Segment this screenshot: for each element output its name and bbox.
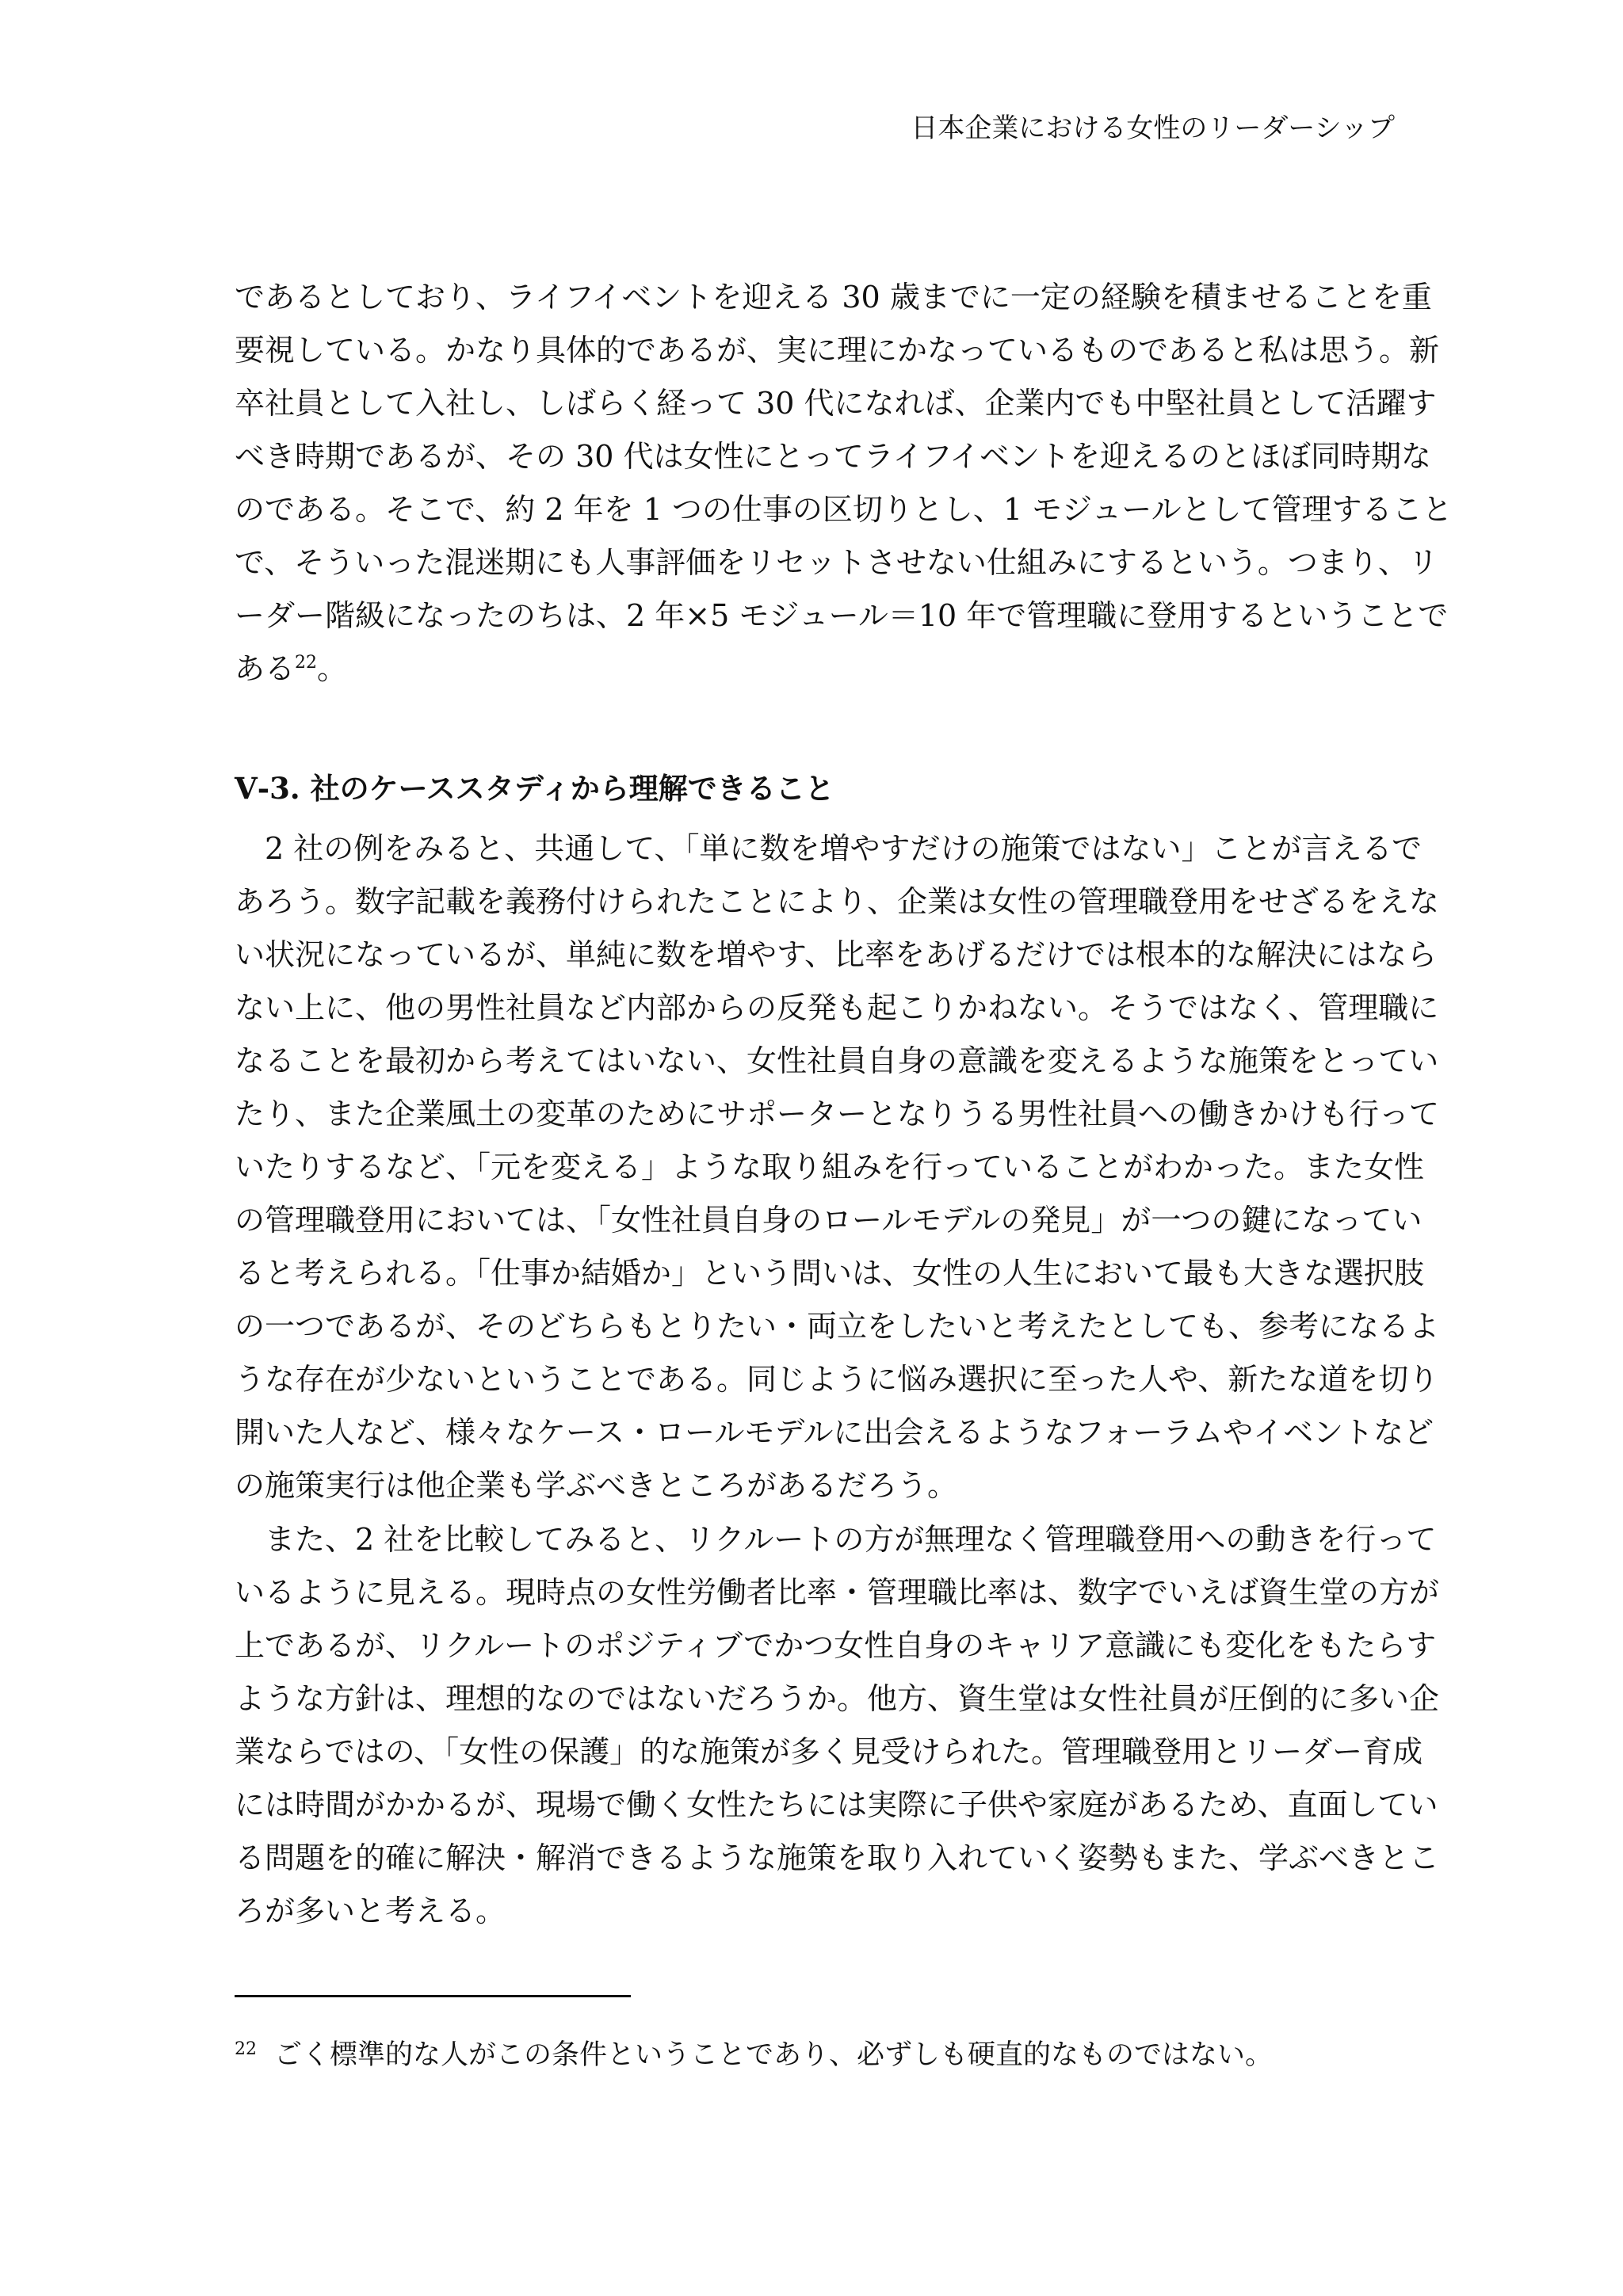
last-line-text: ある	[235, 651, 296, 686]
text-line-last	[235, 643, 1384, 696]
text-line: の施策実行は他企業も学ぶべきところがあるだろう。	[235, 1468, 958, 1503]
paragraph-2	[235, 822, 1440, 1512]
text-line: ーダー階級になったのちは、2 年×5 モジュール＝10 年で管理職に登用するということで	[235, 598, 1449, 633]
text-line: べき時期であるが、その 30 代は女性にとってライフイベントを迎えるのとほぼ同時期な	[235, 439, 1432, 474]
text-line: ると考えられる。「仕事か結婚か」という問いは、女性の人生において最も大きな選択肢	[235, 1256, 1425, 1291]
text-line: ない上に、他の男性社員など内部からの反発も起こりかねない。そうではなく、管理職に	[235, 990, 1439, 1025]
text-line: ような方針は、理想的なのではないだろうか。他方、資生堂は女性社員が圧倒的に多い企	[235, 1681, 1440, 1716]
section-heading: Ⅴ-3. 社のケーススタディから理解できること	[235, 771, 834, 806]
text-line: 業ならではの、「女性の保護」的な施策が多く見受けられた。管理職登用とリーダー育成	[235, 1734, 1423, 1769]
text-line: い状況になっているが、単純に数を増やす、比率をあげるだけでは根本的な解決にはなら	[235, 937, 1437, 972]
text-line: いるように見える。現時点の女性労働者比率・管理職比率は、数字でいえば資生堂の方が	[235, 1575, 1440, 1610]
text-line: には時間がかかるが、現場で働く女性たちには実際に子供や家庭があるため、直面してい	[235, 1787, 1438, 1822]
running-header: 日本企業における女性のリーダーシップ	[911, 113, 1395, 144]
text-line: うな存在が少ないということである。同じように悩み選択に至った人や、新たな道を切り	[235, 1362, 1439, 1397]
paragraph-3	[235, 1513, 1440, 1938]
text-line: であるとしており、ライフイベントを迎える 30 歳までに一定の経験を積ませることを重	[235, 280, 1432, 315]
text-line: なることを最初から考えてはいない、女性社員自身の意識を変えるような施策をとってい	[235, 1043, 1439, 1078]
footnote-text: ごく標準的な人がこの条件ということであり、必ずしも硬直的なものではない。	[274, 2039, 1274, 2071]
text-line: 上であるが、リクルートのポジティブでかつ女性自身のキャリア意識にも変化をもたらす	[235, 1628, 1437, 1663]
last-line-end: 。	[317, 651, 348, 686]
footnote-reference[interactable]: 22	[295, 653, 318, 673]
text-line: のである。そこで、約 2 年を 1 つの仕事の区切りとし、1 モジュールとして管理すること	[235, 492, 1453, 527]
text-line: 要視している。かなり具体的であるが、実に理にかなっているものであると私は思う。新	[235, 333, 1440, 368]
text-line: ろが多いと考える。	[235, 1894, 506, 1928]
text-line: あろう。数字記載を義務付けられたことにより、企業は女性の管理職登用をせざるをえな	[235, 884, 1440, 919]
text-line: 卒社員として入社し、しばらく経って 30 代になれば、企業内でも中堅社員として活躍す	[235, 386, 1437, 421]
text-line: たり、また企業風土の変革のためにサポーターとなりうる男性社員への働きかけも行って	[235, 1097, 1440, 1131]
text-line: る問題を的確に解決・解消できるような施策を取り入れていく姿勢もまた、学ぶべきとこ	[235, 1840, 1440, 1875]
text-line: いたりするなど、「元を変える」ような取り組みを行っていることがわかった。また女性	[235, 1150, 1425, 1184]
text-line: の管理職登用においては、「女性社員自身のロールモデルの発見」が一つの鍵になってい	[235, 1203, 1423, 1238]
text-line: 開いた人など、様々なケース・ロールモデルに出会えるようなフォーラムやイベントなど	[235, 1415, 1434, 1450]
paragraph-1	[235, 271, 1453, 696]
text-line: 2 社の例をみると、共通して、「単に数を増やすだけの施策ではない」ことが言えるで	[235, 831, 1423, 866]
footnote	[235, 2030, 1273, 2075]
text-line: また、2 社を比較してみると、リクルートの方が無理なく管理職登用への動きを行って	[235, 1522, 1437, 1557]
footnote-number: 22	[235, 2039, 257, 2059]
text-line: で、そういった混迷期にも人事評価をリセットさせない仕組みにするという。つまり、リ	[235, 545, 1438, 580]
footnote-divider	[235, 1995, 631, 1997]
text-line: の一つであるが、そのどちらもとりたい・両立をしたいと考えたとしても、参考になるよ	[235, 1309, 1440, 1344]
